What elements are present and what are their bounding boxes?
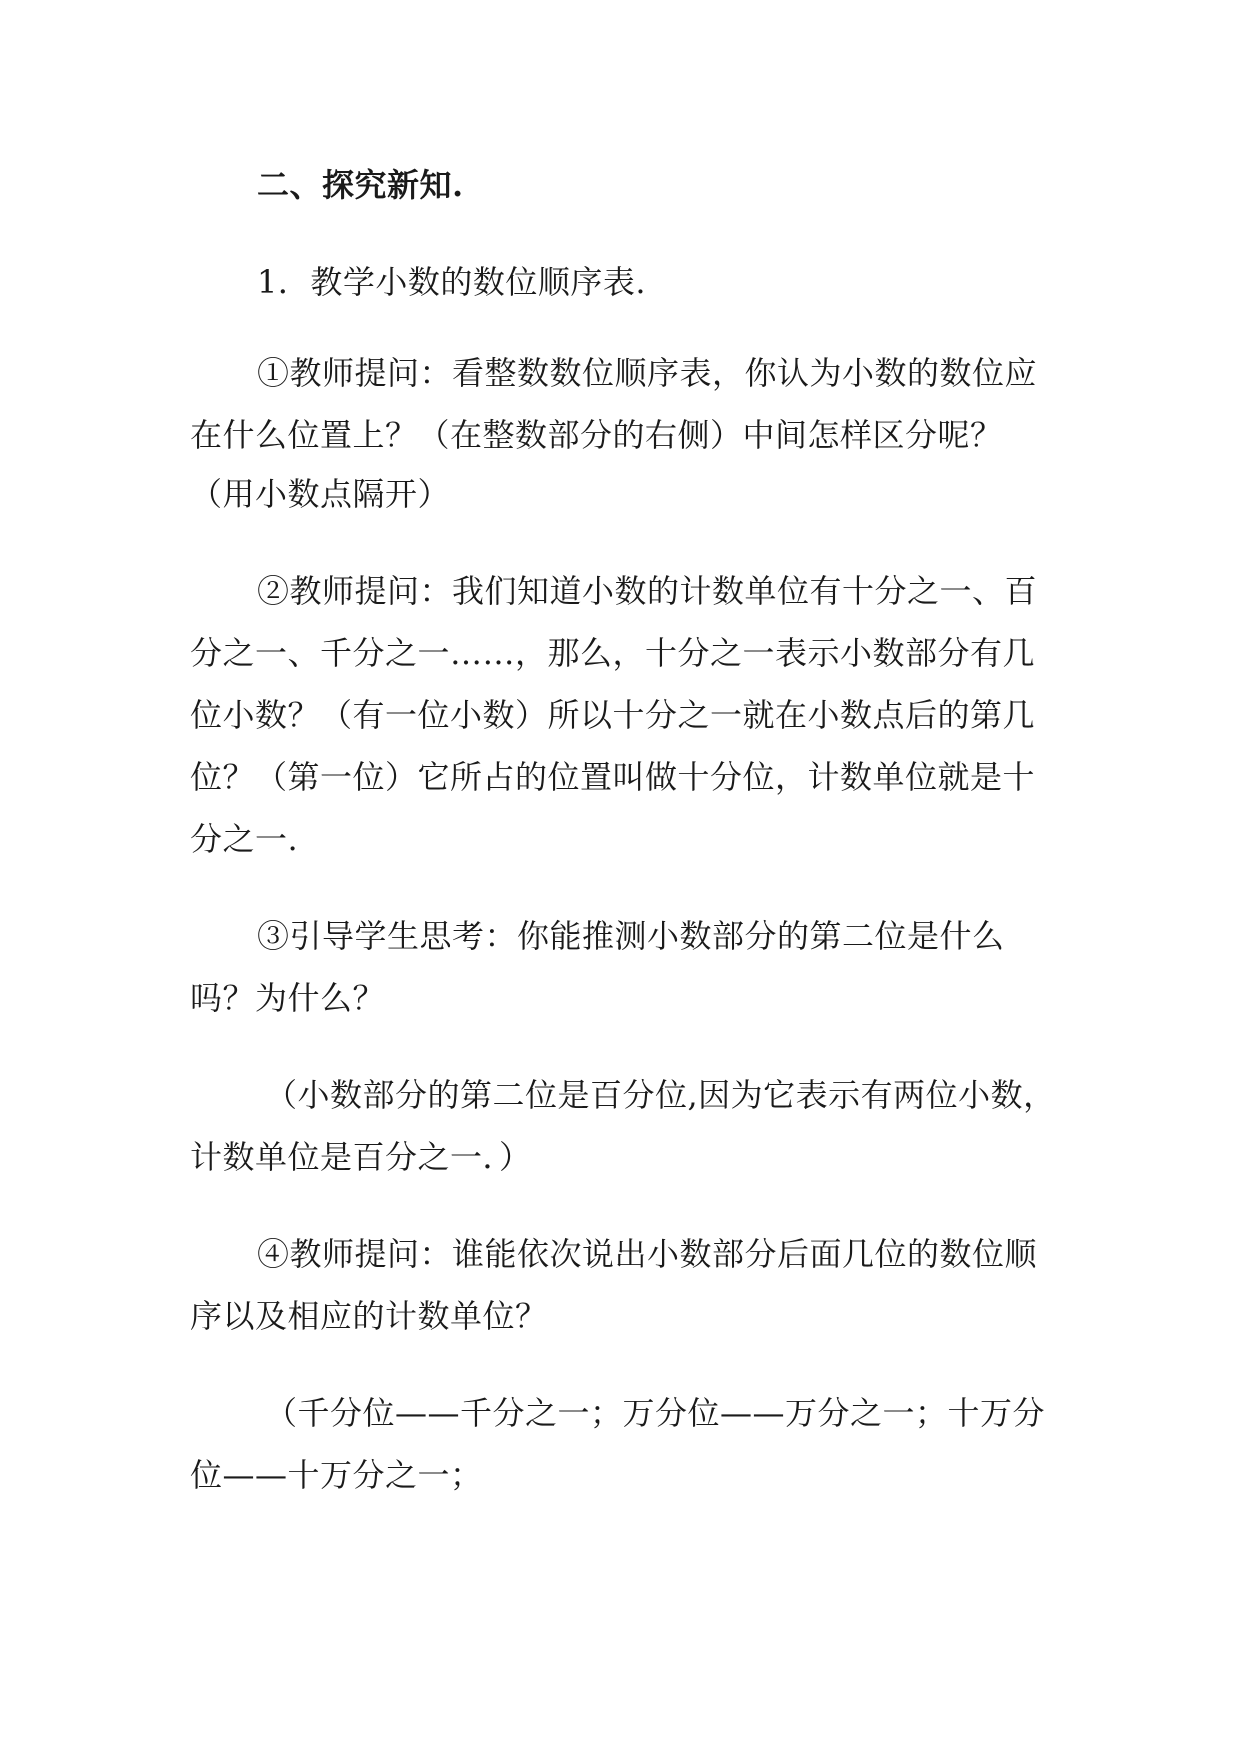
answer-4-line-2: 位——十万分之一； — [190, 1456, 483, 1494]
question-2-line-3: 位小数？（有一位小数）所以十分之一就在小数点后的第几 — [190, 696, 1036, 734]
question-3-line-2: 吗？为什么？ — [190, 979, 386, 1017]
question-2-line-1: ②教师提问：我们知道小数的计数单位有十分之一、百 — [257, 572, 1038, 610]
question-4-line-1: ④教师提问：谁能依次说出小数部分后面几位的数位顺 — [257, 1235, 1038, 1273]
question-1-line-2: 在什么位置上？（在整数部分的右侧）中间怎样区分呢？ — [190, 416, 1003, 454]
question-2-line-2: 分之一、千分之一……，那么，十分之一表示小数部分有几 — [190, 634, 1036, 672]
question-2-line-4: 位？（第一位）它所占的位置叫做十分位，计数单位就是十 — [190, 758, 1036, 796]
answer-3-line-1: （小数部分的第二位是百分位,因为它表示有两位小数， — [265, 1076, 1056, 1114]
question-3-line-1: ③引导学生思考：你能推测小数部分的第二位是什么 — [257, 917, 1005, 955]
answer-4-line-1: （千分位——千分之一；万分位——万分之一；十万分 — [265, 1394, 1046, 1432]
answer-3-line-2: 计数单位是百分之一．） — [190, 1138, 532, 1176]
question-1-line-3: （用小数点隔开） — [190, 475, 451, 513]
question-4-line-2: 序以及相应的计数单位？ — [190, 1297, 548, 1335]
item-1-title: 1．教学小数的数位顺序表. — [257, 263, 647, 301]
question-2-line-5: 分之一. — [190, 820, 299, 858]
section-heading: 二、探究新知. — [257, 166, 464, 204]
question-1-line-1: ①教师提问：看整数数位顺序表，你认为小数的数位应 — [257, 354, 1038, 392]
